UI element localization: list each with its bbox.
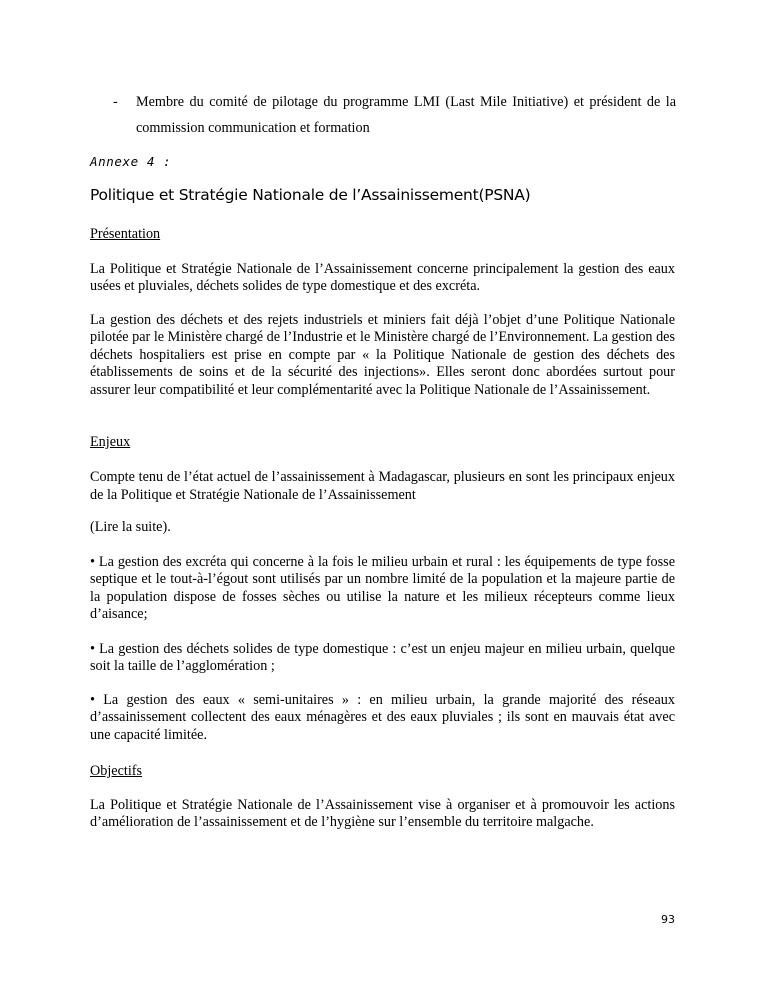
list-item-dechets-solides: • La gestion des déchets solides de type domestique : c’est un enjeu majeur en milieu urbain, quelque soit la taille de l’agglomération ; — [90, 641, 675, 675]
heading-presentation: Présentation — [90, 226, 161, 242]
paragraph-objectifs: La Politique et Stratégie Nationale de l’Assainissement vise à organiser et à promouvoir les actions d’amélioration de l’assainissement et de l’hygiène sur l’ensemble du territoire malgache. — [90, 797, 675, 831]
list-item-eaux-semi-unitaires: • La gestion des eaux « semi-unitaires » : en milieu urbain, la grande majorité des réseaux d’assainissement collectent des eaux ménagères et des eaux pluviales ; ils sont en mauvais état avec une capacité limitée. — [90, 692, 675, 743]
paragraph-read-more: (Lire la suite). — [90, 519, 171, 535]
annex-label: Annexe 4 : — [90, 154, 172, 169]
bullet-dash: - — [113, 94, 118, 110]
paragraph-enjeux-intro: Compte tenu de l’état actuel de l’assainissement à Madagascar, plusieurs en sont les principaux enjeux de la Politique et Stratégie Nationale de l’Assainissement — [90, 469, 675, 503]
list-item-excreta: • La gestion des excréta qui concerne à la fois le milieu urbain et rural : les équipements de type fosse septique et le tout-à-l’égout sont utilisés par un nombre limité de la population et la majeure partie de la population dispose de fosses sèches ou utilise la nature et les milieux récepteurs comme lieux d’aisance; — [90, 554, 675, 623]
bullet-text: Membre du comité de pilotage du programme LMI (Last Mile Initiative) et président de la commission communication et formation — [136, 94, 676, 136]
heading-enjeux: Enjeux — [90, 434, 131, 450]
paragraph-presentation-2: La gestion des déchets et des rejets industriels et miniers fait déjà l’objet d’une Politique Nationale pilotée par le Ministère chargé de l’Industrie et le Ministère chargé de l’Environnement. La gestion des déchets hospitaliers est prise en compte par « la Politique Nationale de gestion des déchets des établissements de soins et de la sécurité des injections». Elles seront donc abordées surtout pour assurer leur compatibilité et leur complémentarité avec la Politique Nationale de l’Assainissement. — [90, 312, 675, 398]
page-number: 93 — [661, 913, 675, 926]
paragraph-presentation-1: La Politique et Stratégie Nationale de l’Assainissement concerne principalement la gestion des eaux usées et pluviales, déchets solides de type domestique et des excréta. — [90, 261, 675, 295]
heading-objectifs: Objectifs — [90, 763, 143, 779]
annex-title: Politique et Stratégie Nationale de l’Assainissement(PSNA) — [90, 186, 531, 204]
